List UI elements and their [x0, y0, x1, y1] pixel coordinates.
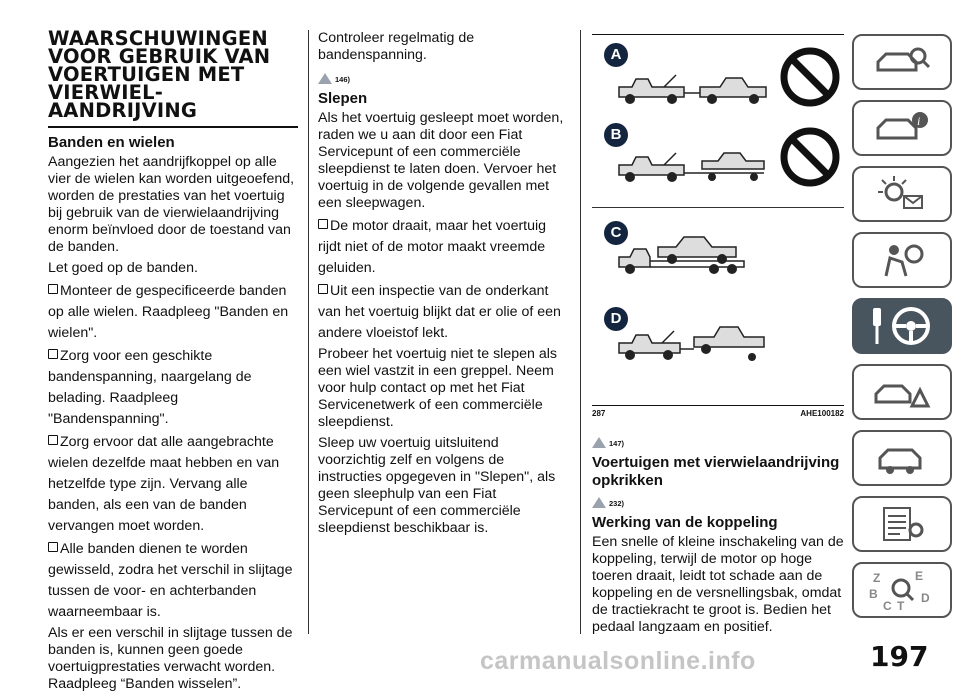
tab-maintenance[interactable]: [852, 430, 952, 486]
figure-caption: [592, 409, 844, 418]
warning-triangle-icon: [592, 437, 606, 448]
towing-figure: [592, 34, 844, 406]
paragraph: Als het voertuig gesleept moet worden, raden we u aan dit door een Fiat Servicepunt of een commerciële sleepdienst te laten doen. Vervoer het voertuig in de volgende gevallen met een sleepwagen.: [318, 110, 564, 211]
subheading-clutch: Werking van de koppeling: [592, 514, 778, 531]
bullet-text: Alle banden dienen te worden gewisseld, zodra het verschil in slijtage tussen de voor- en achterbanden waarneembaar is.: [48, 541, 293, 620]
tow-truck-flat-tow-icon: [614, 69, 774, 109]
warning-triangle-icon: [318, 73, 332, 84]
warning-number: 232): [609, 499, 625, 508]
car-info-icon: [872, 108, 932, 148]
bullet-item: [318, 216, 568, 279]
column-divider: [308, 30, 309, 634]
paragraph: Als er een verschil in slijtage tussen de banden is, kunnen geen goede voertuigprestaties verwacht worden. Raadpleeg “Banden wisselen”.: [48, 625, 293, 692]
paragraph: Let goed op de banden.: [48, 260, 198, 276]
watermark: carmanualsonline.info: [480, 647, 756, 675]
tab-index[interactable]: [852, 562, 952, 618]
index-letter: E: [915, 569, 924, 583]
flatbed-transport-icon: [614, 235, 784, 279]
airbag-icon: [872, 240, 932, 280]
car-breakdown-icon: [872, 372, 932, 412]
column-2: [318, 30, 568, 541]
figure-label-d: D: [604, 307, 628, 331]
paragraph: Aangezien het aandrijfkoppel op alle vier de wielen kan worden uitgeoefend, worden de prestaties van het voertuig bij gebruik van de vierwielaandrijving enorm beïnvloed door de toestand van de banden.: [48, 154, 295, 255]
tow-truck-trailer-icon: [614, 147, 774, 187]
key-steering-wheel-icon: [867, 304, 937, 348]
paragraph: Een snelle of kleine inschakeling van de koppeling, terwijl de motor op hoge toeren draait, leidt tot schade aan de koppeling en de versnellingsbak, omdat de tractiekracht te groot is. Bedien het pedaal langzaam en positief.: [592, 534, 844, 635]
chapter-tabs: [852, 34, 952, 628]
bullet-item: [48, 346, 298, 430]
tab-car-search[interactable]: [852, 34, 952, 90]
paragraph: Controleer regelmatig de bandenspanning.: [318, 30, 475, 63]
figure-label-a: A: [604, 43, 628, 67]
prohibited-icon: [780, 47, 840, 107]
bullet-text: Monteer de gespecificeerde banden op alle wielen. Raadpleeg "Banden en wielen".: [48, 283, 289, 341]
bullet-text: Zorg ervoor dat alle aangebrachte wielen dezelfde maat hebben en van hetzelfde type zijn. Vervang alle banden, als een van de banden vervangen moet worden.: [48, 434, 280, 534]
svg-text:i: i: [917, 114, 921, 128]
index-letter: B: [869, 587, 878, 601]
column-3: [592, 34, 844, 640]
warning-reference: [592, 492, 844, 508]
figure-divider: [592, 207, 844, 208]
tab-technical-data[interactable]: [852, 496, 952, 552]
column-1: [48, 27, 298, 697]
checkbox-bullet-icon: [318, 284, 328, 294]
figure-number: 287: [592, 409, 606, 418]
car-maintenance-icon: [872, 438, 932, 478]
car-search-icon: [872, 42, 932, 82]
section-heading: WAARSCHUWINGEN VOOR GEBRUIK VAN VOERTUIGEN MET VIERWIEL-AANDRIJVING: [48, 27, 271, 122]
paragraph: Sleep uw voertuig uitsluitend voorzichtig zelf en volgens de instructies opgegeven in "Slepen", als geen sleephulp van een Fiat Servicepunt of een commerciële sleepdienst beschikbaar is.: [318, 435, 556, 536]
warning-triangle-icon: [592, 497, 606, 508]
tab-warning-lights[interactable]: [852, 166, 952, 222]
figure-label-c: C: [604, 221, 628, 245]
tab-emergency[interactable]: [852, 364, 952, 420]
bullet-text: De motor draait, maar het voertuig rijdt niet of de motor maakt vreemde geluiden.: [318, 218, 547, 276]
page-number: 197: [870, 640, 929, 673]
figure-label-b: B: [604, 123, 628, 147]
paragraph: Probeer het voertuig niet te slepen als een wiel vastzit in een greppel. Neem voor hulp contact op met het Fiat Servicenetwerk of een commerciële sleepdienst.: [318, 346, 557, 430]
subheading-towing: Slepen: [318, 90, 368, 107]
technical-data-icon: [872, 504, 932, 544]
bullet-item: [318, 281, 568, 344]
bullet-item: [48, 432, 298, 537]
checkbox-bullet-icon: [48, 542, 58, 552]
warning-number: 147): [609, 439, 625, 448]
figure-code: AHE100182: [800, 409, 844, 418]
checkbox-bullet-icon: [318, 219, 328, 229]
subheading-tires: Banden en wielen: [48, 134, 175, 151]
tab-airbag[interactable]: [852, 232, 952, 288]
warning-number: 146): [335, 75, 351, 84]
checkbox-bullet-icon: [48, 284, 58, 294]
tab-car-info[interactable]: [852, 100, 952, 156]
bullet-text: Zorg voor een geschikte bandenspanning, naargelang de belading. Raadpleeg "Bandenspanning".: [48, 348, 252, 427]
tow-dolly-icon: [614, 321, 784, 365]
warning-reference: [318, 68, 568, 84]
tab-starting-driving[interactable]: [852, 298, 952, 354]
bullet-item: [48, 281, 298, 344]
index-letter: D: [921, 591, 930, 605]
bullet-text: Uit een inspectie van de onderkant van het voertuig blijkt dat er olie of een andere vloeistof lekt.: [318, 283, 561, 341]
index-letter: Z: [873, 571, 881, 585]
warning-lights-icon: [872, 174, 932, 214]
index-letter: T: [897, 599, 905, 612]
heading-rule: [48, 126, 298, 128]
checkbox-bullet-icon: [48, 435, 58, 445]
subheading-jacking: Voertuigen met vierwielaandrijving opkrikken: [592, 454, 840, 489]
column-divider: [580, 30, 581, 634]
index-icon: [867, 568, 937, 612]
checkbox-bullet-icon: [48, 349, 58, 359]
warning-reference: [592, 432, 844, 448]
prohibited-icon: [780, 127, 840, 187]
bullet-item: [48, 539, 298, 623]
index-letter: C: [883, 599, 892, 612]
